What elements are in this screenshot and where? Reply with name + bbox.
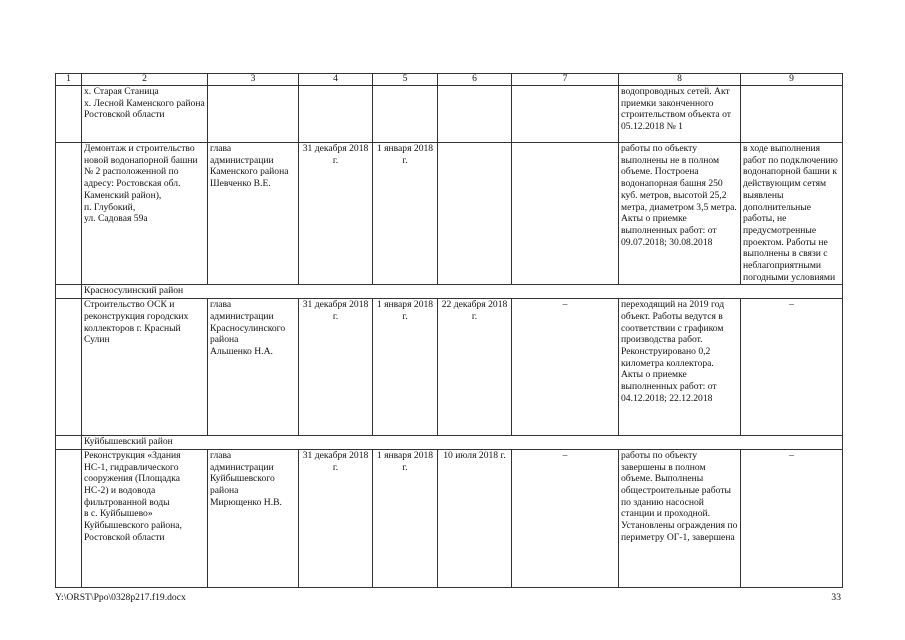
section-row xyxy=(56,285,843,299)
table-cell xyxy=(56,86,82,143)
table-cell: работы по объекту выполнены не в полном объеме. Построена водонапорная башня 250 куб. метров, высотой 25,2 метра, диаметром 3,5 метра. Акты о приемке выполненных работ: от 09.07.2018; 30.08.2018 xyxy=(619,143,741,285)
table-cell xyxy=(299,86,373,143)
header-cell: 8 xyxy=(619,74,741,86)
table-cell xyxy=(741,86,843,143)
table-cell: – xyxy=(741,449,843,587)
table-header-row xyxy=(56,74,843,86)
table-cell xyxy=(56,449,82,587)
page-number: 33 xyxy=(831,592,841,603)
table-cell: глава администрации Каменского района Шевченко В.Е. xyxy=(208,143,299,285)
table-cell xyxy=(208,86,299,143)
table-cell: 22 декабря 2018 г. xyxy=(438,299,512,436)
header-cell: 9 xyxy=(741,74,843,86)
footer-file-path: Y:\ORST\Ppo\0328p217.f19.docx xyxy=(55,592,186,603)
table-cell xyxy=(56,143,82,285)
table-cell: Строительство ОСК и реконструкция городских коллекторов г. Красный Сулин xyxy=(82,299,208,436)
table-cell: – xyxy=(512,299,619,436)
table-cell: 1 января 2018 г. xyxy=(373,299,438,436)
section-title: Куйбышевский район xyxy=(82,436,843,450)
table-row xyxy=(56,449,843,587)
header-cell: 4 xyxy=(299,74,373,86)
table-cell: глава администрации Красносулинского района Альшенко Н.А. xyxy=(208,299,299,436)
section-title: Красносулинский район xyxy=(82,285,843,299)
table-cell: 31 декабря 2018 г. xyxy=(299,143,373,285)
table-cell: – xyxy=(512,449,619,587)
table-cell xyxy=(56,285,82,299)
report-table xyxy=(55,73,843,588)
table-cell xyxy=(512,143,619,285)
table-row xyxy=(56,143,843,285)
header-cell: 3 xyxy=(208,74,299,86)
table-cell: Реконструкция «Здания НС-1, гидравлического сооружения (Площадка НС-2) и водовода фильтрованной воды в с. Куйбышево» Куйбышевского района, Ростовской области xyxy=(82,449,208,587)
table-cell xyxy=(56,299,82,436)
table-cell xyxy=(373,86,438,143)
table-cell: переходящий на 2019 год объект. Работы ведутся в соответствии с графиком производства работ. Реконструировано 0,2 километра коллектора. Акты о приемке выполненных работ: от 04.12.2018; 22.12.2018 xyxy=(619,299,741,436)
table-cell: работы по объекту завершены в полном объеме. Выполнены общестроительные работы по зданию насосной станции и проходной. Установлены ограждения по периметру ОГ-1, завершена xyxy=(619,449,741,587)
table-cell: в ходе выполнения работ по подключению водонапорной башни к действующим сетям выявлены дополнительные работы, не предусмотренные проектом. Работы не выполнены в связи с неблагоприятными погодными условиями xyxy=(741,143,843,285)
table-cell: 10 июля 2018 г. xyxy=(438,449,512,587)
table-cell: х. Старая Станица х. Лесной Каменского района Ростовской области xyxy=(82,86,208,143)
table-cell: – xyxy=(741,299,843,436)
table-cell: 31 декабря 2018 г. xyxy=(299,299,373,436)
header-cell: 1 xyxy=(56,74,82,86)
header-cell: 5 xyxy=(373,74,438,86)
header-cell: 7 xyxy=(512,74,619,86)
table-cell: 31 декабря 2018 г. xyxy=(299,449,373,587)
header-cell: 2 xyxy=(82,74,208,86)
table-cell: водопроводных сетей. Акт приемки законченного строительством объекта от 05.12.2018 № 1 xyxy=(619,86,741,143)
table-row xyxy=(56,86,843,143)
table-cell xyxy=(438,143,512,285)
table-cell: 1 января 2018 г. xyxy=(373,143,438,285)
table-cell: 1 января 2018 г. xyxy=(373,449,438,587)
table-cell: Демонтаж и строительство новой водонапорной башни № 2 расположенной по адресу: Ростовская обл. Каменский район), п. Глубокий, ул. Садовая 59а xyxy=(82,143,208,285)
section-row xyxy=(56,436,843,450)
table-cell xyxy=(512,86,619,143)
header-cell: 6 xyxy=(438,74,512,86)
table-cell xyxy=(438,86,512,143)
table-cell xyxy=(56,436,82,450)
table-row xyxy=(56,299,843,436)
table-cell: глава администрации Куйбышевского района Мирющенко Н.В. xyxy=(208,449,299,587)
